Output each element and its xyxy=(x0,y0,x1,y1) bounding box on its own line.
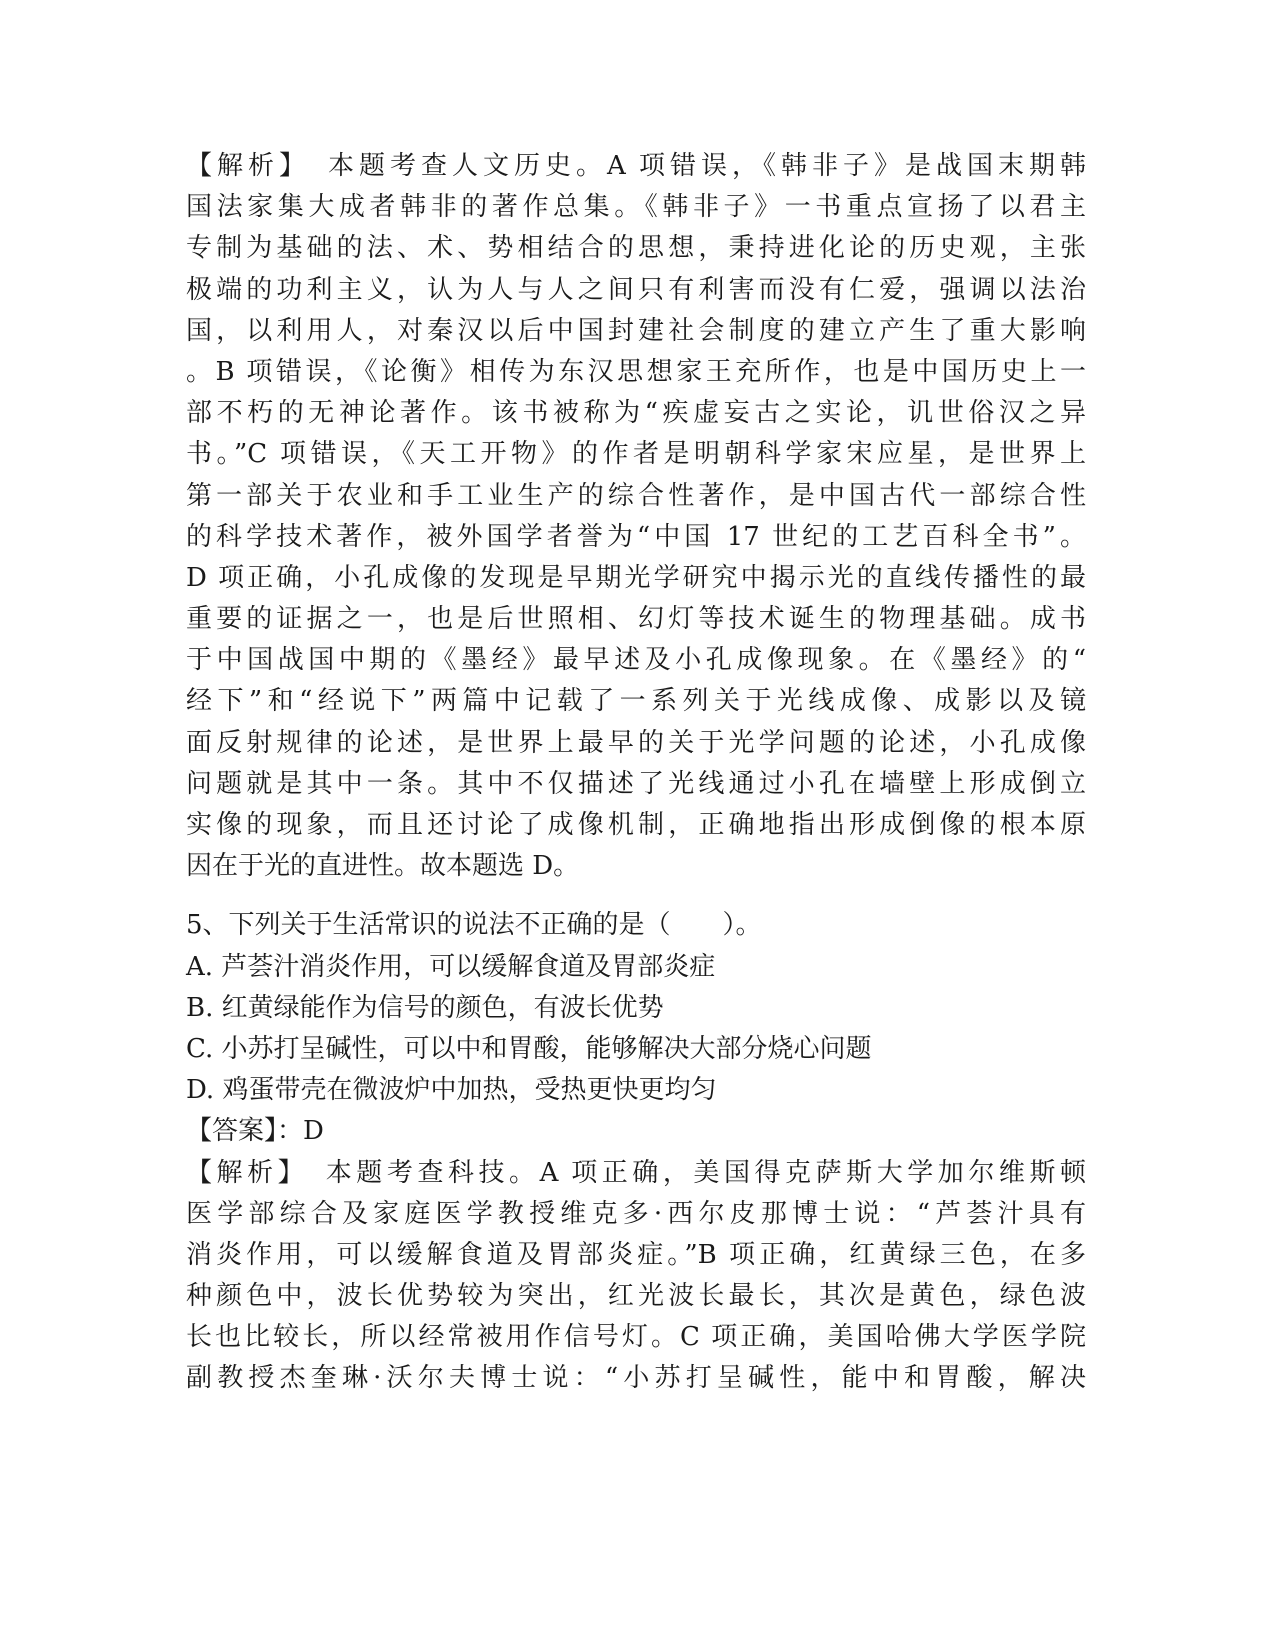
option-c: C. 小苏打呈碱性，可以中和胃酸，能够解决大部分烧心问题 xyxy=(186,1033,872,1064)
analysis-line: 于中国战国中期的《墨经》最早述及小孔成像现象。在《墨经》的“ xyxy=(186,645,1086,676)
analysis-line: 因在于光的直进性。故本题选 D。 xyxy=(186,851,580,882)
question-stem: 5、下列关于生活常识的说法不正确的是（ ）。 xyxy=(186,910,762,941)
analysis-line: 面反射规律的论述，是世界上最早的关于光学问题的论述，小孔成像 xyxy=(186,727,1086,758)
analysis-line: 副教授杰奎琳·沃尔夫博士说：“小苏打呈碱性，能中和胃酸，解决 xyxy=(186,1363,1086,1394)
analysis-line: 【解析】 本题考查科技。A 项正确，美国得克萨斯大学加尔维斯顿 xyxy=(186,1157,1086,1188)
option-a: A. 芦荟汁消炎作用，可以缓解食道及胃部炎症 xyxy=(186,951,716,982)
analysis-line: 【解析】 本题考查人文历史。A 项错误，《韩非子》是战国末期韩 xyxy=(186,151,1086,181)
analysis-line: 实像的现象，而且还讨论了成像机制，正确地指出形成倒像的根本原 xyxy=(186,810,1086,840)
analysis-line: 部不朽的无神论著作。该书被称为“疾虚妄古之实论，讥世俗汉之异 xyxy=(186,398,1086,429)
analysis-line: 重要的证据之一，也是后世照相、幻灯等技术诞生的物理基础。成书 xyxy=(186,604,1086,635)
question-5 xyxy=(186,905,1086,1399)
analysis-line: D 项正确，小孔成像的发现是早期光学研究中揭示光的直线传播性的最 xyxy=(186,562,1086,593)
analysis-line: 国法家集大成者韩非的著作总集。《韩非子》一书重点宣扬了以君主 xyxy=(186,192,1086,223)
analysis-line: 种颜色中，波长优势较为突出，红光波长最长，其次是黄色，绿色波 xyxy=(186,1281,1086,1312)
analysis-line: 问题就是其中一条。其中不仅描述了光线通过小孔在墙壁上形成倒立 xyxy=(186,768,1086,799)
answer-line: 【答案】：D xyxy=(186,1116,324,1147)
page-content xyxy=(186,146,1086,1400)
analysis-line: 的科学技术著作，被外国学者誉为“中国 17 世纪的工艺百科全书”。 xyxy=(186,521,1086,552)
option-b: B. 红黄绿能作为信号的颜色，有波长优势 xyxy=(186,992,664,1023)
analysis-line: 第一部关于农业和手工业生产的综合性著作，是中国古代一部综合性 xyxy=(186,480,1086,511)
analysis-line: 专制为基础的法、术、势相结合的思想，秉持进化论的历史观，主张 xyxy=(186,233,1086,264)
analysis-line: 国，以利用人，对秦汉以后中国封建社会制度的建立产生了重大影响 xyxy=(186,315,1086,346)
section-gap xyxy=(186,887,1086,905)
analysis-line: 极端的功利主义，认为人与人之间只有利害而没有仁爱，强调以法治 xyxy=(186,274,1086,305)
analysis-line: 医学部综合及家庭医学教授维克多·西尔皮那博士说：“芦荟汁具有 xyxy=(186,1198,1086,1229)
analysis-line: 长也比较长，所以经常被用作信号灯。C 项正确，美国哈佛大学医学院 xyxy=(186,1322,1086,1353)
analysis-line: 消炎作用，可以缓解食道及胃部炎症。”B 项正确，红黄绿三色，在多 xyxy=(186,1239,1086,1270)
option-d: D. 鸡蛋带壳在微波炉中加热，受热更快更均匀 xyxy=(186,1075,717,1106)
analysis-block-q4 xyxy=(186,146,1086,887)
analysis-line: 经下”和“经说下”两篇中记载了一系列关于光线成像、成影以及镜 xyxy=(186,686,1086,717)
analysis-line: 书。”C 项错误，《天工开物》的作者是明朝科学家宋应星，是世界上 xyxy=(186,439,1086,470)
analysis-line: 。B 项错误，《论衡》相传为东汉思想家王充所作，也是中国历史上一 xyxy=(186,356,1086,387)
